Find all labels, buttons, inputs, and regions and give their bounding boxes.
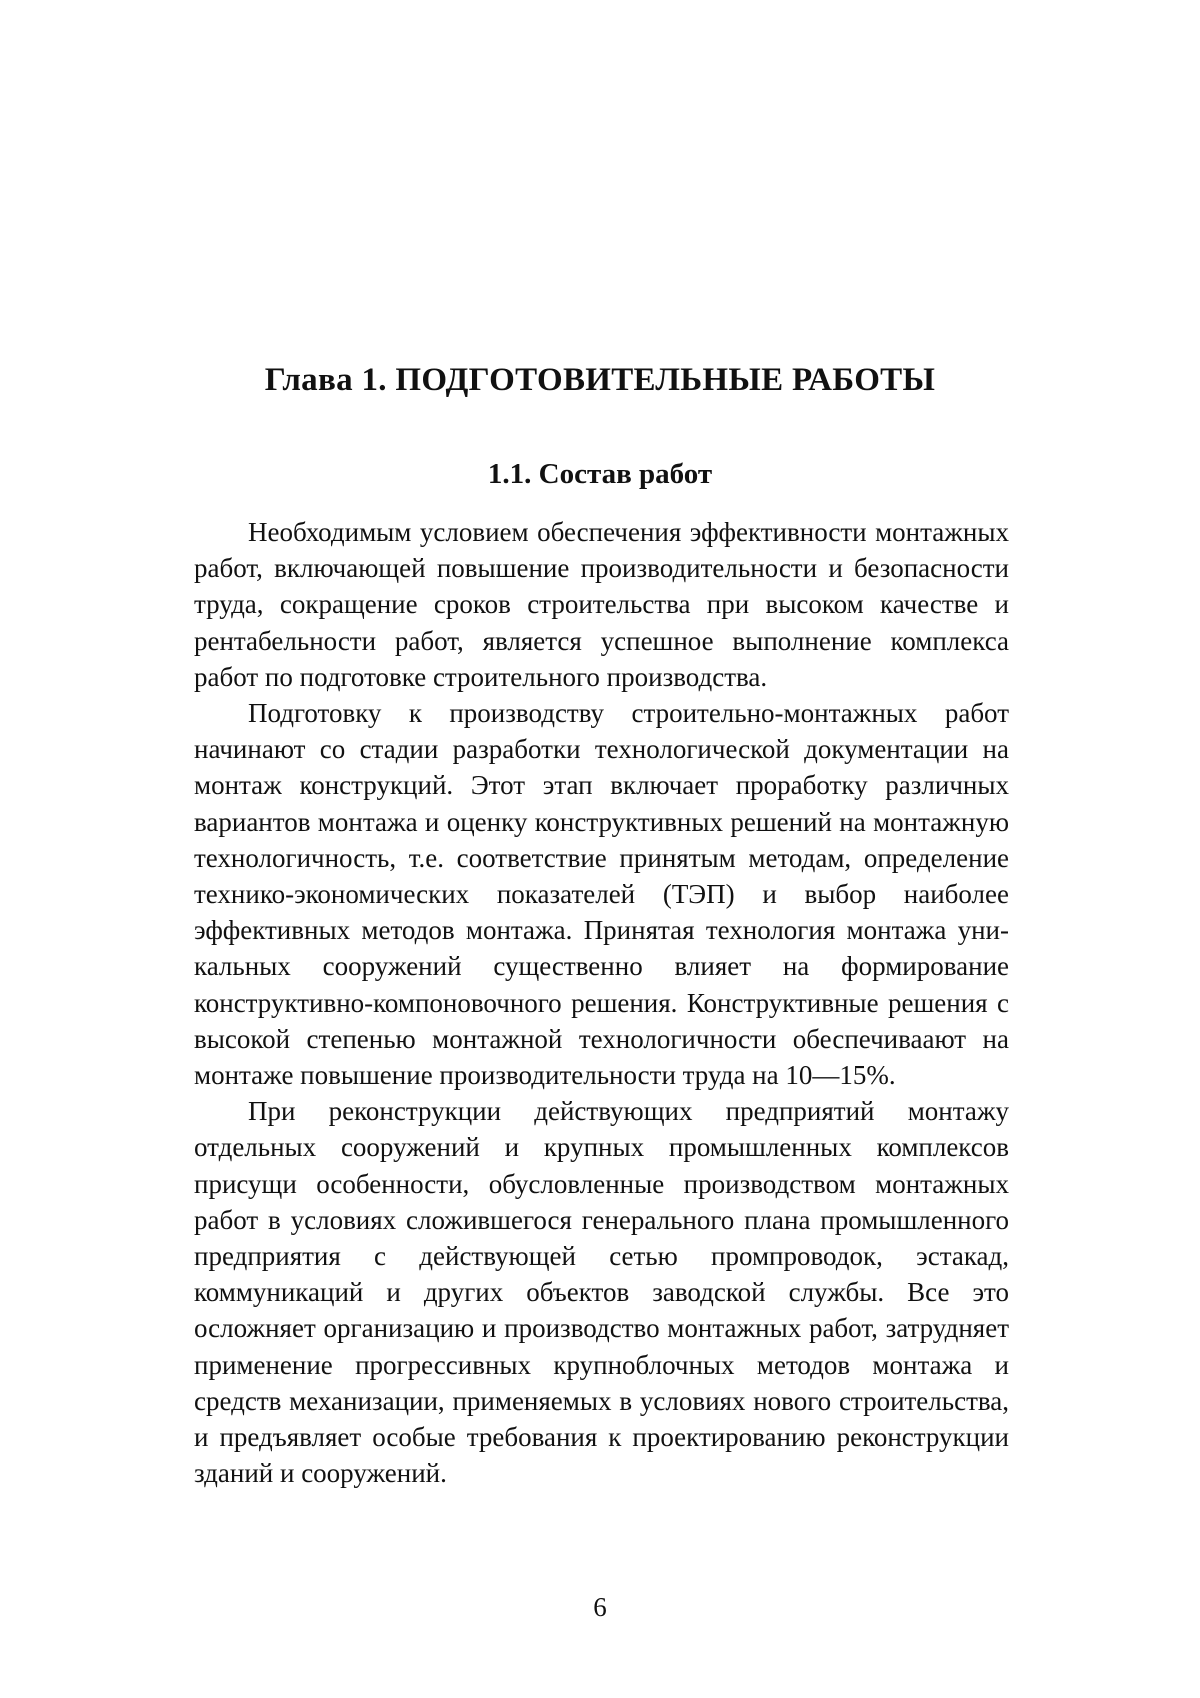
body-text (194, 514, 1009, 1491)
chapter-title: Глава 1. ПОДГОТОВИТЕЛЬНЫЕ РАБОТЫ (264, 362, 936, 398)
paragraph: При реконструкции действующих предприятий монтажу отдельных сооружений и крупных промышленных комплексов присущи особенности, обусловленные производством монтажных работ в условиях сложившегося генерального плана промышленного предприятия с действующей сетью промпроводок, эстакад, коммуникаций и других объектов заводской службы. Все это осложняет организацию и производство монтажных работ, затрудняет применение прогрессивных крупноблочных методов монтажа и средств механизации, применяемых в условиях нового строительства, и предъявляет особые требования к проектированию реконструкции зданий и сооружений. (194, 1096, 1009, 1489)
paragraph: Необходимым условием обеспечения эффективности монтажных работ, включающей повышение производительности и безопасности труда, сокращение сроков строительства при высоком качестве и рентабельности работ, является успешное выполнение комплекса работ по подготовке строительного производства. (194, 517, 1009, 692)
page-number: 6 (593, 1592, 607, 1622)
section-title: 1.1. Состав работ (487, 458, 713, 490)
paragraph: Подготовку к производству строительно-монтажных работ начинают со стадии разработки технологической документации на монтаж конструкций. Этот этап включает проработку различных вариантов монтажа и оценку конструктивных решений на монтажную технологичность, т.е. соответствие принятым методам, определение технико-экономических показателей (ТЭП) и выбор наиболее эффективных методов монтажа. Принятая технология монтажа уникальных сооружений существенно влияет на формирование конструктивно-компоновочного решения. Конструктивные решения с высокой степенью монтажной технологичности обеспечиваают на монтаже повышение производительности труда на 10—15%. (194, 698, 1009, 1091)
